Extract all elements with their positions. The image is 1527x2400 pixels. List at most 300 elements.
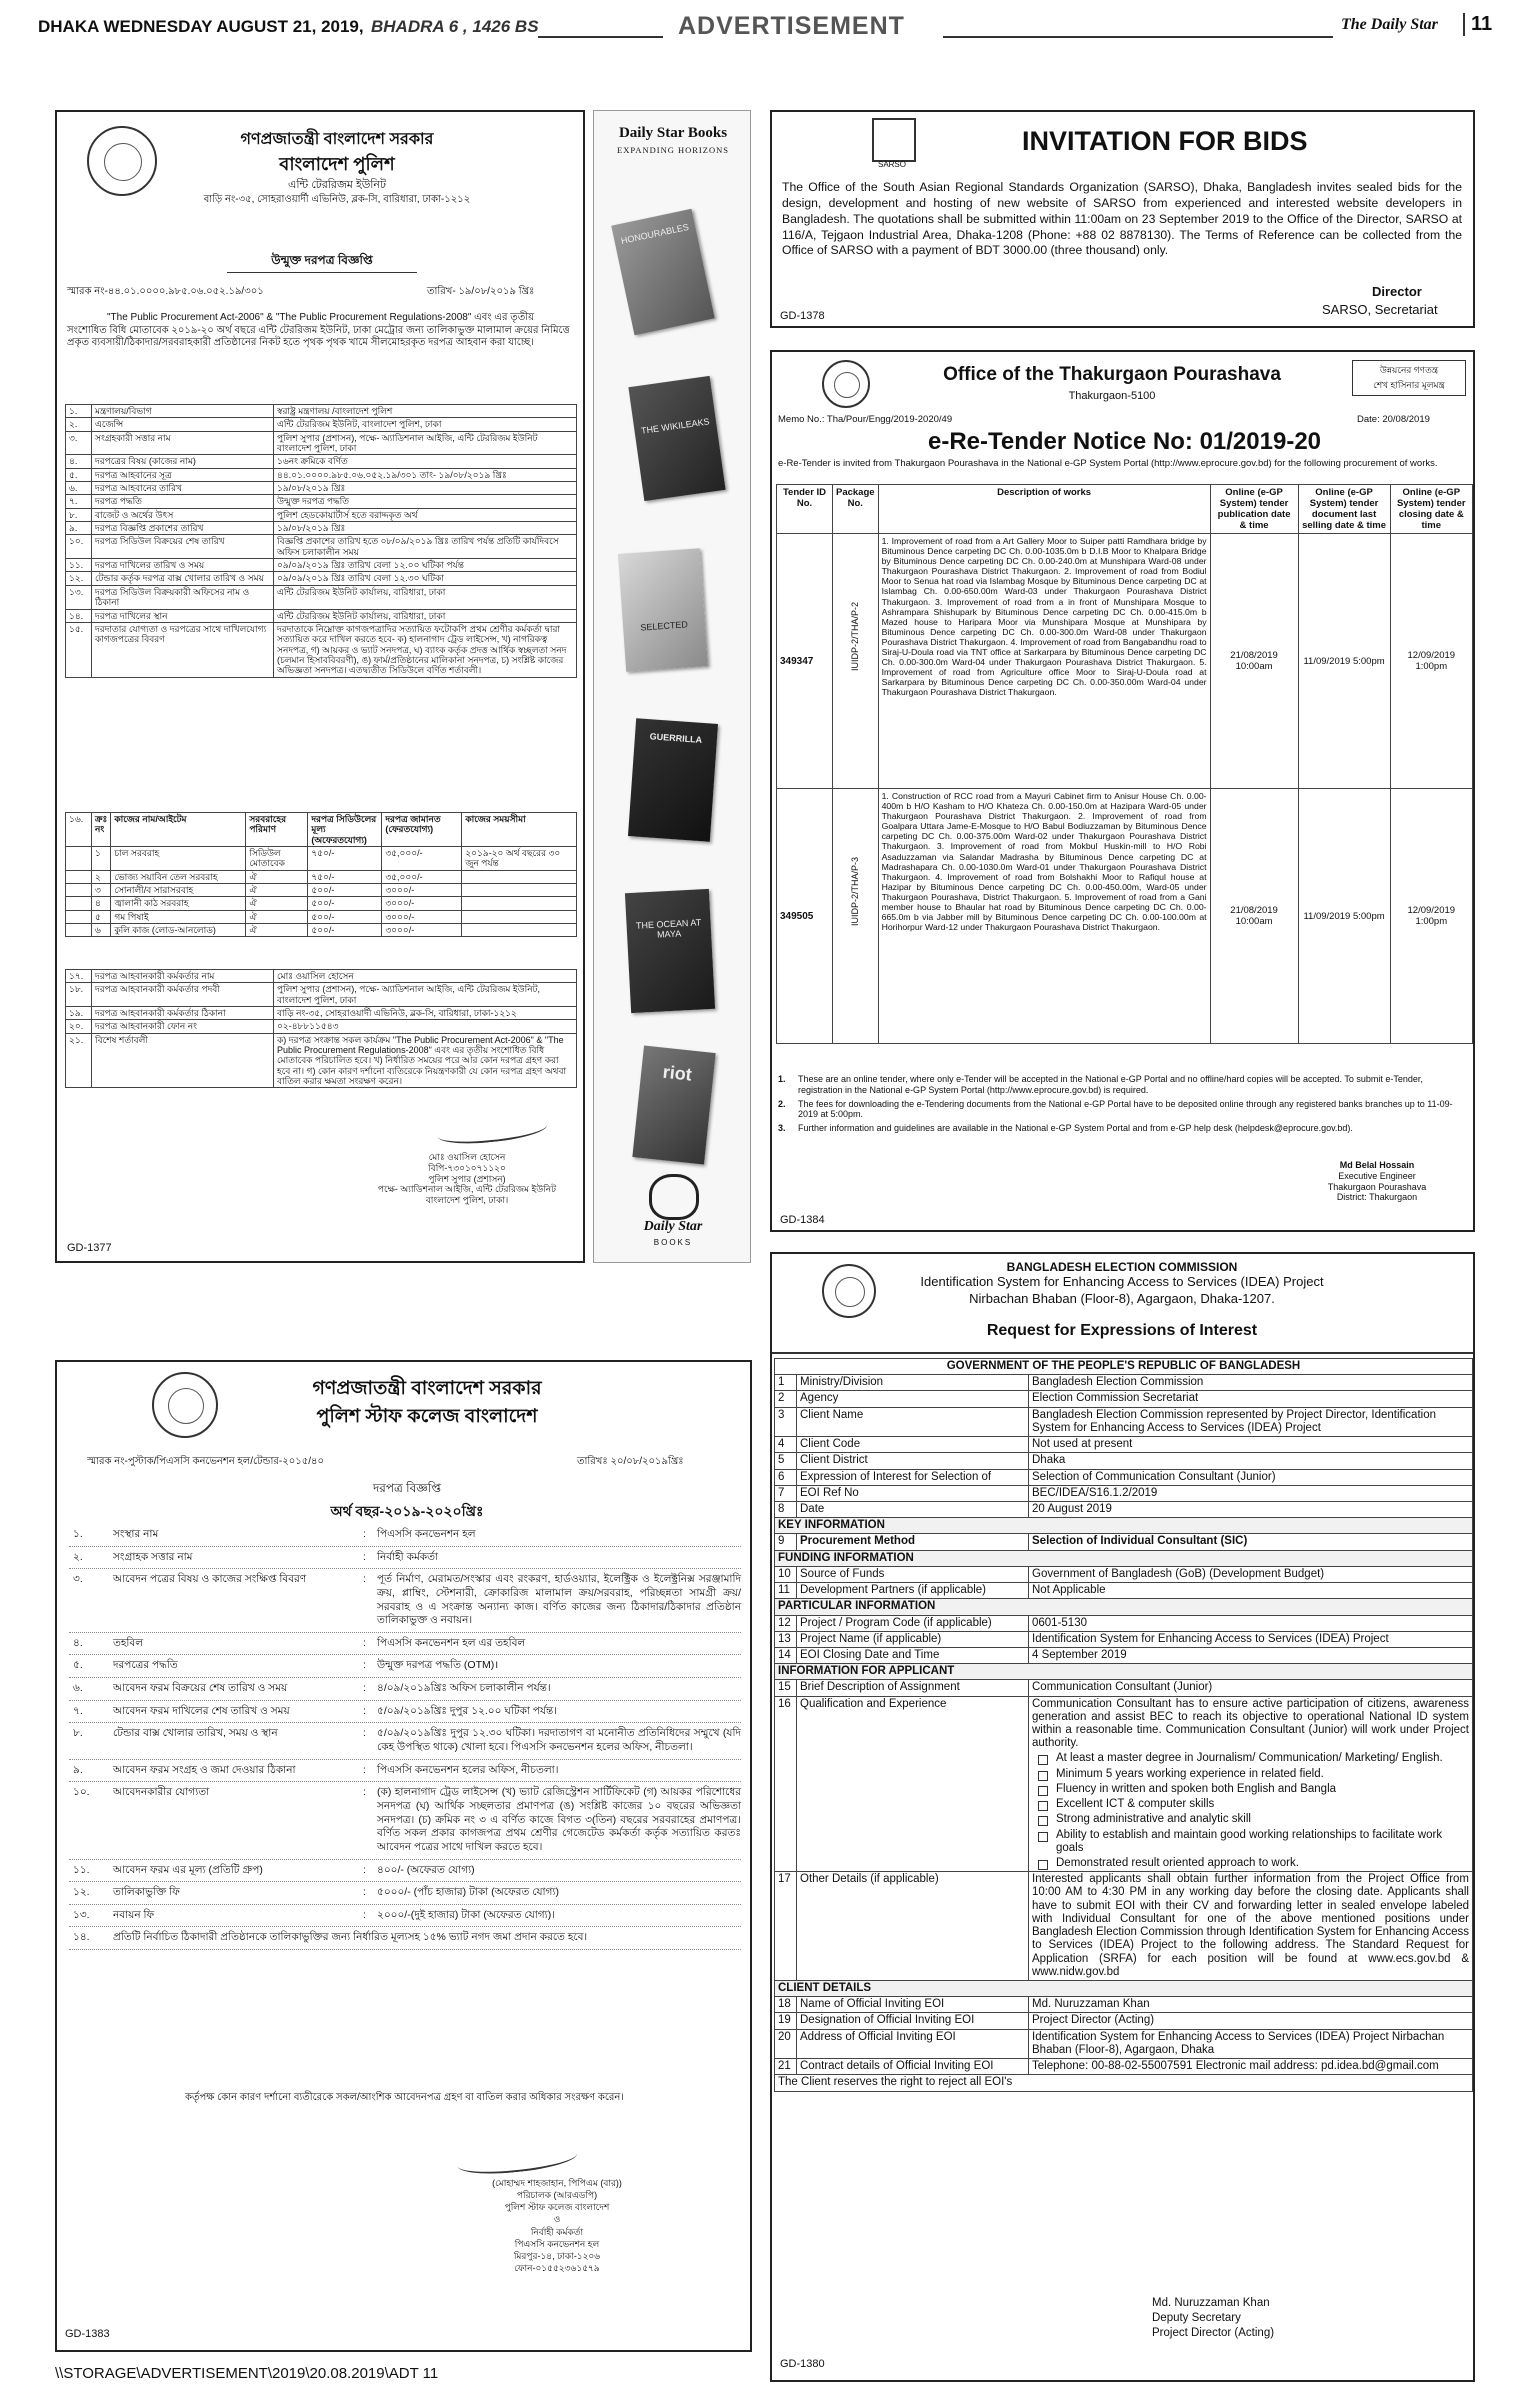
eoi-number: 13 (775, 1631, 797, 1647)
row-value: ০৯/০৯/২০১৯ খ্রিঃ তারিখ বেলা ১২.০০ ঘটিকা পর্যন্ত (274, 559, 577, 572)
staff-row-value: (ক) হালনাগাদ ট্রেড লাইসেন্স (খ) ভ্যাট রেজিস্ট্রেশন সার্টিফিকেট (গ) আয়কর পরিশোধের সনদপত্র (ঘ) আর্থিক সচ্ছলতার প্রমাণপত্র (ঙ) সংশ্লিষ্ট কাজের ১০ বছরের অভিজ্ঞতা সনদপত্র। (চ) ক্রমিক নং ৩ এ বর্ণিত কাজে বিগত ৩(তিন) বছরের সরবরাহের প্রমাণপত্র। বর্ণিত সকল প্রকার কাগজপত্র প্রথম শ্রেণীর গেজেটেড কর্মকর্তা কর্তৃক সত্যায়িত করতঃ আবেদন পত্রের সাথে দাখিল করতে হবে। (377, 1786, 741, 1853)
item-n: ৩ (92, 884, 111, 897)
item-qty: ঐ (246, 897, 308, 910)
police-row (66, 405, 577, 418)
staff-sign-t7: ফোন-০১৫৫২৩৬১৫৭৯ (514, 2262, 600, 2273)
item-name: ভোজ্য সয়াবিন তেল সরবরাহ (111, 870, 246, 883)
note-number: 3. (778, 1123, 786, 1134)
eoi-row (775, 2059, 1473, 2075)
police-row (66, 609, 577, 622)
item-spacer (66, 897, 92, 910)
staff-row-label: নবায়ন ফি (113, 1908, 155, 1921)
item-time (462, 910, 577, 923)
row-label: দরপত্র দাখিলের স্থান (92, 609, 274, 622)
masthead (38, 8, 1493, 44)
items-header-cell: কাজের নাম/আইটেম (111, 813, 246, 847)
staff-footer: কর্তৃপক্ষ কোন কারণ দর্শানো ব্যতীরেকে সকল/আংশিক আবেদনপত্র গ্রহণ বা বাতিল করার অধিকার সংরক্ষণ করেন। (185, 2092, 624, 2103)
police-row (66, 482, 577, 495)
staff-row-value: নির্বাহী কর্মকর্তা (377, 1550, 439, 1563)
staff-row-number: ১৪. (73, 1931, 90, 1944)
section-row (775, 1980, 1473, 1996)
staff-row-label: আবেদন ফরম দাখিলের শেষ তারিখ ও সময় (113, 1704, 290, 1717)
police-emblem-icon (87, 126, 157, 196)
eoi-row (775, 1997, 1473, 2013)
eoi-row (775, 1534, 1473, 1550)
publication-date: 21/08/2019 10:00am (1210, 789, 1298, 1044)
eoi-row (775, 1391, 1473, 1407)
section-row (775, 1664, 1473, 1680)
thakurgaon-title: e-Re-Tender Notice No: 01/2019-20 (927, 428, 1322, 455)
section-row (775, 1518, 1473, 1534)
eoi-value (1029, 1696, 1473, 1872)
staff-row-number: ৩. (73, 1573, 83, 1586)
eoi-value: Dhaka (1029, 1453, 1473, 1469)
item-time (462, 897, 577, 910)
police-ad-code: GD-1377 (67, 1242, 112, 1254)
row-label: বাজেট ও অর্থের উৎস (92, 508, 274, 521)
eoi-value: BEC/IDEA/S16.1.2/2019 (1029, 1485, 1473, 1501)
row-number: ২১. (66, 1033, 92, 1088)
item-qty: ঐ (246, 910, 308, 923)
eoi-row (775, 1469, 1473, 1485)
section-row (775, 1599, 1473, 1615)
eoi-value: Telephone: 00-88-02-55007591 Electronic mail address: pd.idea.bd@gmail.com (1029, 2059, 1473, 2075)
police-date: তারিখ- ১৯/০৮/২০১৯ খ্রিঃ (427, 286, 535, 297)
staff-row (69, 1569, 741, 1633)
row-label: দরপত্র বিজ্ঞপ্তি প্রকাশের তারিখ (92, 522, 274, 535)
eoi-row (775, 1631, 1473, 1647)
eoi-row (775, 1680, 1473, 1696)
row-label: দরপত্র আহবানের সূত্র (92, 468, 274, 481)
staff-row-colon: : (363, 1886, 366, 1899)
eoi-row (775, 1407, 1473, 1436)
row-number: ৩. (66, 431, 92, 455)
bullet-text: Minimum 5 years working experience in related field. (1056, 1767, 1324, 1780)
eoi-row (775, 2029, 1473, 2058)
items-no: ১৬. (66, 813, 92, 847)
bullet-icon (1038, 1771, 1048, 1781)
row-value: স্বরাষ্ট্র মন্ত্রণালয় /বাংলাদেশ পুলিশ (274, 405, 577, 418)
eoi-label: EOI Closing Date and Time (797, 1647, 1029, 1663)
eoi-number: 6 (775, 1469, 797, 1485)
police-sign-bp: বিপি-৭৩০১০৭১১২০ (428, 1162, 506, 1173)
item-fee: ৫০০/- (308, 924, 382, 937)
row-number: ৭. (66, 495, 92, 508)
row-label: দরপত্র সিডিউল বিক্রয়কারী অফিসের নাম ও ঠিকানা (92, 585, 274, 609)
item-row (66, 870, 577, 883)
section-title: PARTICULAR INFORMATION (775, 1599, 1473, 1615)
book-cover-2: THE WIKILEAKS (628, 376, 725, 501)
staff-sign-t6: মিরপুর-১৪, ঢাকা-১২০৬ (513, 2250, 601, 2261)
eoi-value: Md. Nuruzzaman Khan (1029, 1997, 1473, 2013)
eoi-label: EOI Ref No (797, 1485, 1029, 1501)
thakurgaon-sign-t1: Executive Engineer (1338, 1170, 1416, 1181)
eoi-row (775, 1696, 1473, 1872)
note-text: These are an online tender, where only e-Tender will be accepted in the National e-GP Portal and no offline/hard copies will be accepted. To submit e-Tender, registration in the National e-GP System Portal (http://www.eprocure.gov.bd) is required. (798, 1074, 1423, 1095)
idea-project: Identification System for Enhancing Access to Services (IDEA) Project (920, 1274, 1324, 1289)
staff-memo: স্মারক নং-পুস্টাক/পিএসসি কনভেনশন হল/টেন্ডার-২০১৫/৪০ (87, 1456, 325, 1467)
eoi-label: Name of Official Inviting EOI (797, 1997, 1029, 2013)
tender-note (778, 1074, 1468, 1096)
police-unit: এন্টি টেররিজম ইউনিট (288, 179, 386, 191)
police-notice-title: উন্মুক্ত দরপত্র বিজ্ঞপ্তি (227, 252, 417, 273)
thakurgaon-slogan-badge (1352, 360, 1466, 396)
eoi-value: Not Applicable (1029, 1583, 1473, 1599)
page-number: 11 (1463, 13, 1492, 36)
row-value: এন্টি টেররিজম ইউনিট, বাংলাদেশ পুলিশ, ঢাকা (274, 418, 577, 431)
tender-header-cell: Tender ID No. (777, 485, 833, 534)
staff-row (69, 1678, 741, 1701)
item-spacer (66, 884, 92, 897)
staff-row-label: প্রতিটি নির্বাচিত ঠিকাদারী প্রতিষ্ঠানকে তালিকাভুক্তির জন্য নির্ধারিত মূল্যসহ ১৫% ভ্যাট নগদ জমা প্রদান করতে হবে। (113, 1931, 588, 1944)
item-qty: ঐ (246, 884, 308, 897)
note-text: Further information and guidelines are available in the National e-GP System Portal and from e-GP help desk (helpdesk@eprocure.gov.bd). (798, 1123, 1353, 1134)
police-info-table (65, 404, 577, 678)
item-row (66, 847, 577, 871)
row-value: দরদাতাকে নিম্নোক্ত কাগজপত্রাদির সত্যায়িত ফটোকপি প্রথম শ্রেণীর কর্মকর্তা দ্বারা সত্যায়িত করে দাখিল করতে হবে- ক) হালনাগাদ ট্রেড লাইসেন্স, খ) নাগরিকত্ব সনদপত্র, গ) আয়কর ও ভ্যাট সনদপত্র, ঘ) ব্যাংক কর্তৃক প্রদত্ত আর্থিক স্বচ্ছলতা সনদ (চলমান হিসাববিবরণী), ঙ) ফার্ম/প্রতিষ্ঠানের মালিকানা সনদপত্র, চ) সংশ্লিষ্ট কাজের অভিজ্ঞতা সনদপত্র। এতদ্ব্যতীত সিডিউলে বর্ণিত শর্তাবলী। (274, 622, 577, 677)
eoi-number: 1 (775, 1375, 797, 1391)
eoi-label: Client Name (797, 1407, 1029, 1436)
staff-row-label: সংগ্রাহক সত্তার নাম (113, 1550, 193, 1563)
idea-sign-t2: Project Director (Acting) (1152, 2326, 1275, 2339)
eoi-value: 20 August 2019 (1029, 1501, 1473, 1517)
staff-row (69, 1655, 741, 1678)
item-name: সোনালী/ব সারাসরবাহ (111, 884, 246, 897)
bullet-text: Ability to establish and maintain good working relationships to facilitate work goals (1056, 1828, 1443, 1854)
staff-row-label: তালিকাভুক্তি ফি (113, 1886, 180, 1899)
row-label: টেন্ডার কর্তৃক দরপত্র বাক্স খোলার তারিখ ও সময় (92, 572, 274, 585)
item-row (66, 897, 577, 910)
items-header-cell: দরপত্র জামানত (ফেরতযোগ্য) (382, 813, 462, 847)
staff-row-value: পিএসসি কনভেনশন হল এর তহবিল (377, 1636, 526, 1649)
eoi-number: 20 (775, 2029, 797, 2058)
item-fee: ৭৫০/- (308, 870, 382, 883)
closing-date: 12/09/2019 1:00pm (1390, 789, 1472, 1044)
eoi-label: Project / Program Code (if applicable) (797, 1615, 1029, 1631)
bec-emblem-icon (822, 1264, 876, 1318)
eoi-label: Brief Description of Assignment (797, 1680, 1029, 1696)
tender-row (777, 789, 1473, 1044)
thakurgaon-memo: Memo No.: Tha/Pour/Engg/2019-2020/49 (778, 414, 953, 425)
staff-row-label: আবেদন ফরম এর মূল্য (প্রতিটি গ্রুপ) (113, 1863, 263, 1876)
bullet-icon (1038, 1786, 1048, 1796)
eoi-value: Selection of Individual Consultant (SIC) (1029, 1534, 1473, 1550)
thakurgaon-date: Date: 20/08/2019 (1357, 414, 1430, 425)
row-number: ২. (66, 418, 92, 431)
idea-sign-t1: Deputy Secretary (1152, 2311, 1241, 2324)
eoi-label: Designation of Official Inviting EOI (797, 2013, 1029, 2029)
section-title: ADVERTISEMENT (678, 12, 905, 40)
eoi-label: Client Code (797, 1437, 1029, 1453)
row-label: মন্ত্রণালয়/বিভাগ (92, 405, 274, 418)
item-spacer (66, 910, 92, 923)
staff-row-colon: : (363, 1727, 366, 1740)
police-sign-for: পক্ষে- অ্যাডিশনাল আইজি, এন্টি টেররিজম ইউনিট (377, 1184, 557, 1195)
staff-title: দরপত্র বিজ্ঞপ্তি (372, 1481, 442, 1495)
police-memo: স্মারক নং-৪৪.০১.০০০০.৯৮৫.০৬.০৫২.১৯/৩০১ (67, 286, 264, 297)
section-title: FUNDING INFORMATION (775, 1550, 1473, 1566)
row-value: এন্টি টেররিজম ইউনিট কার্যালয়, বারিধারা, ঢাকা (274, 609, 577, 622)
police-row (66, 585, 577, 609)
idea-sign (1152, 2296, 1352, 2341)
thakurgaon-intro: e-Re-Tender is invited from Thakurgaon Pourashava in the National e-GP System Portal (http://www.eprocure.gov.bd) for the following procurement of works. (778, 458, 1438, 469)
item-spacer (66, 847, 92, 871)
staff-college-emblem-icon (152, 1372, 218, 1438)
row-value: পুলিশ সুপার (প্রশাসন), পক্ষে- অ্যাডিশনাল আইজি, এন্টি টেররিজম ইউনিট বাংলাদেশ পুলিশ, ঢাকা (274, 431, 577, 455)
police-row (66, 572, 577, 585)
item-row (66, 924, 577, 937)
qualification-bullet (1032, 1813, 1469, 1826)
eoi-value: 0601-5130 (1029, 1615, 1473, 1631)
section-title: INFORMATION FOR APPLICANT (775, 1664, 1473, 1680)
thakurgaon-sign-t3: District: Thakurgaon (1336, 1192, 1418, 1203)
staff-row-value: ৫/০৯/২০১৯খ্রিঃ দুপুর ১২.০০ ঘটিকা পর্যন্ত। (377, 1704, 558, 1717)
row-number: ৬. (66, 482, 92, 495)
eoi-label: Date (797, 1501, 1029, 1517)
police-header1: গণপ্রজাতন্ত্রী বাংলাদেশ সরকার (240, 131, 434, 148)
item-name: কুলি কাজ (লোড-আনলোড) (111, 924, 246, 937)
police-row (66, 455, 577, 468)
eoi-label: Other Details (if applicable) (797, 1872, 1029, 1981)
row-label: দরপত্র দাখিলের তারিখ ও সময় (92, 559, 274, 572)
staff-row (69, 1524, 741, 1547)
staff-row (69, 1782, 741, 1859)
gov-title: GOVERNMENT OF THE PEOPLE'S REPUBLIC OF BANGLADESH (775, 1359, 1473, 1375)
staff-row-number: ৯. (73, 1763, 83, 1776)
qualification-bullet (1032, 1768, 1469, 1781)
item-n: ৪ (92, 897, 111, 910)
staff-row-number: ১৩. (73, 1908, 90, 1921)
bullet-icon (1038, 1816, 1048, 1826)
bullet-text: Demonstrated result oriented approach to work. (1056, 1857, 1299, 1869)
item-dep: ৩০০০/- (382, 897, 462, 910)
eoi-value: Identification System for Enhancing Access to Services (IDEA) Project (1029, 1631, 1473, 1647)
row-value: পুলিশ হেডকোয়ার্টার্স হতে বরাদ্দকৃত অর্থ (274, 508, 577, 521)
eoi-number: 9 (775, 1534, 797, 1550)
book-cover-1: HONOURABLES (611, 209, 714, 336)
staff-sign-t4: নির্বাহী কর্মকর্তা (530, 2226, 584, 2237)
eoi-value: Election Commission Secretariat (1029, 1391, 1473, 1407)
police-row (66, 495, 577, 508)
items-header-cell: দরপত্র সিডিউলের মূল্য (অফেরতযোগ্য) (308, 813, 382, 847)
package-no-text: IUIDP-2/THA/P-2 (850, 601, 861, 671)
row-value: ০২-৪৮৮১১৫৪৩ (274, 1020, 577, 1033)
book-cover-6: riot (632, 1046, 715, 1165)
eoi-number: 7 (775, 1485, 797, 1501)
item-dep: ৩০০০/- (382, 924, 462, 937)
eoi-row (775, 1437, 1473, 1453)
tender-note (778, 1123, 1468, 1134)
eoi-label: Agency (797, 1391, 1029, 1407)
item-fee: ৫০০/- (308, 884, 382, 897)
item-name: জ্বালানী কাঠ সরবরাহ (111, 897, 246, 910)
staff-row (69, 1882, 741, 1905)
item-dep: ৩০০০/- (382, 910, 462, 923)
staff-row-label: দরপত্রের পদ্ধতি (113, 1659, 178, 1672)
tender-row (777, 534, 1473, 789)
staff-row (69, 1905, 741, 1928)
police-row (66, 1020, 577, 1033)
date-line: DHAKA WEDNESDAY AUGUST 21, 2019, (38, 17, 364, 36)
staff-row-colon: : (363, 1550, 366, 1563)
thakurgaon-sign (1292, 1160, 1462, 1203)
eoi-value: 4 September 2019 (1029, 1647, 1473, 1663)
bengali-date: BHADRA 6 , 1426 BS (371, 17, 539, 36)
eoi-row (775, 1583, 1473, 1599)
row-label: দরপত্র আহবানকারী কর্মকর্তার ঠিকানা (92, 1007, 274, 1020)
closing-date: 12/09/2019 1:00pm (1390, 534, 1472, 789)
note-number: 2. (778, 1098, 786, 1109)
staff-row-number: ৬. (73, 1682, 83, 1695)
eoi-row (775, 1615, 1473, 1631)
police-row (66, 1007, 577, 1020)
items-header-cell: কাজের সময়সীমা (462, 813, 577, 847)
badge-line1: উন্নয়নের গণতন্ত্র (1379, 365, 1439, 375)
staff-row-number: ১১. (73, 1863, 90, 1876)
pourashava-emblem-icon (822, 360, 870, 408)
row-label: দরপত্র পদ্ধতি (92, 495, 274, 508)
police-row (66, 1033, 577, 1088)
eoi-value: Selection of Communication Consultant (Junior) (1029, 1469, 1473, 1485)
item-n: ২ (92, 870, 111, 883)
section-title: KEY INFORMATION (775, 1518, 1473, 1534)
staff-row-number: ১২. (73, 1886, 90, 1899)
package-no (833, 534, 879, 789)
item-name: গম পিষাই (111, 910, 246, 923)
eoi-row (775, 1647, 1473, 1663)
staff-row (69, 1633, 741, 1656)
eoi-number: 8 (775, 1501, 797, 1517)
staff-row-label: তহবিল (113, 1636, 144, 1649)
section-row (775, 1550, 1473, 1566)
row-number: ১১. (66, 559, 92, 572)
masthead-rule-left (538, 36, 663, 38)
items-header-cell: সরবরাহের পরিমাণ (246, 813, 308, 847)
item-row (66, 910, 577, 923)
staff-list (69, 1524, 741, 1950)
item-spacer (66, 924, 92, 937)
staff-row-colon: : (363, 1528, 366, 1540)
staff-row-label: আবেদন পত্রের বিষয় ও কাজের সংক্ষিপ্ত বিবরণ (113, 1573, 307, 1586)
row-number: ১৫. (66, 622, 92, 677)
staff-row-colon: : (363, 1908, 366, 1921)
row-value: মোঃ ওয়াসিল হোসেন (274, 970, 577, 983)
row-value: ০৯/০৯/২০১৯ খ্রিঃ তারিখ বেলা ১২.৩০ ঘটিকা (274, 572, 577, 585)
eoi-label: Qualification and Experience (797, 1696, 1029, 1872)
item-name: চাল সরবরাহ (111, 847, 246, 871)
sarso-sign1: Director (1372, 284, 1422, 299)
staff-row-value: পিএসসি কনভেনশন হল (377, 1528, 476, 1540)
staff-row-colon: : (363, 1682, 366, 1695)
staff-row-label: আবেদন ফরম বিক্রয়ের শেষ তারিখ ও সময় (113, 1682, 288, 1695)
item-time (462, 924, 577, 937)
idea-sign-name: Md. Nuruzzaman Khan (1152, 2297, 1270, 2309)
row-number: ১৯. (66, 1007, 92, 1020)
staff-row-label: আবেদন ফরম সংগ্রহ ও জমা দেওয়ার ঠিকানা (113, 1763, 296, 1776)
row-label: বিশেষ শর্তাবলী (92, 1033, 274, 1088)
row-number: ৫. (66, 468, 92, 481)
staff-row (69, 1760, 741, 1783)
staff-row-colon: : (363, 1763, 366, 1776)
staff-date: তারিখঃ ২০/০৮/২০১৯খ্রিঃ (577, 1456, 684, 1467)
item-n: ৬ (92, 924, 111, 937)
bullet-icon (1038, 1860, 1048, 1870)
idea-eoi-ad (770, 1252, 1475, 2382)
row-number: ৪. (66, 455, 92, 468)
row-value: বাড়ি নং-৩৫, সোহরাওয়ার্দী এভিনিউ, ব্লক-সি, বারিধারা, ঢাকা-১২১২ (274, 1007, 577, 1020)
row-value: ৪৪.০১.০০০০.৯৮৫.০৬.০৫২.১৯/৩০১ তাং- ১৯/০৮/২০১৯ খ্রিঃ (274, 468, 577, 481)
publication-date: 21/08/2019 10:00am (1210, 534, 1298, 789)
tender-table (776, 484, 1473, 1044)
staff-subtitle: অর্থ বছর-২০১৯-২০২০খ্রিঃ (330, 1503, 484, 1519)
police-tender-ad (55, 110, 585, 1263)
tender-header-cell: Online (e-GP System) tender closing date & time (1390, 485, 1472, 534)
books-brand: Daily Star Books (618, 125, 728, 141)
staff-sign-t5: পিএসসি কনভেনশন হল (514, 2238, 600, 2249)
eoi-label: Expression of Interest for Selection of (797, 1469, 1029, 1485)
staff-row-value: ৪০০/- (অফেরত যোগ্য) (377, 1863, 475, 1876)
staff-row-label: টেন্ডার বাক্স খোলার তারিখ, সময় ও স্থান (113, 1727, 278, 1740)
eoi-row (775, 2013, 1473, 2029)
eoi-row (775, 1566, 1473, 1582)
staff-row-colon: : (363, 1863, 366, 1876)
masthead-rule-right (943, 36, 1333, 38)
row-number: ১৩. (66, 585, 92, 609)
sarso-code: GD-1378 (780, 310, 825, 322)
eoi-number: 19 (775, 2013, 797, 2029)
qualification-bullet (1032, 1783, 1469, 1796)
item-qty: ঐ (246, 924, 308, 937)
staff-sign-t3: ও (553, 2214, 561, 2225)
tender-header-cell: Online (e-GP System) tender document last selling date & time (1298, 485, 1390, 534)
police-row (66, 622, 577, 677)
police-sign-name: মোঃ ওয়াসিল হোসেন (428, 1152, 506, 1162)
staff-signature (456, 2136, 578, 2178)
items-header-cell: ক্রঃ নং (92, 813, 111, 847)
badge-line2: শেখ হাসিনার মূলমন্ত্র (1373, 380, 1445, 390)
eoi-row (775, 1375, 1473, 1391)
eoi-row (775, 1453, 1473, 1469)
book-cover-3: SELECTED (618, 548, 708, 671)
package-no (833, 789, 879, 1044)
tender-header-cell: Description of works (878, 485, 1210, 534)
row-value: ১৬নং ক্রমিকে বর্ণিত (274, 455, 577, 468)
tender-id: 349347 (777, 534, 833, 789)
staff-row (69, 1701, 741, 1724)
row-value: পুলিশ সুপার (প্রশাসন), পক্ষে- অ্যাডিশনাল আইজি, এন্টি টেররিজম ইউনিট, বাংলাদেশ পুলিশ, ঢাকা (274, 983, 577, 1007)
item-fee: ৭৫০/- (308, 847, 382, 871)
staff-row-colon: : (363, 1659, 366, 1672)
staff-row-colon: : (363, 1573, 366, 1586)
eoi-number: 5 (775, 1453, 797, 1469)
qualification-bullet (1032, 1752, 1469, 1765)
eoi-label: Client District (797, 1453, 1029, 1469)
eoi-number: 18 (775, 1997, 797, 2013)
bullet-text: At least a master degree in Journalism/ Communication/ Marketing/ English. (1056, 1752, 1443, 1765)
thakurgaon-code: GD-1384 (780, 1214, 825, 1226)
police-row (66, 508, 577, 521)
tender-id: 349505 (777, 789, 833, 1044)
eoi-number: 12 (775, 1615, 797, 1631)
thakurgaon-tender-ad (770, 350, 1475, 1232)
row-number: ৮. (66, 508, 92, 521)
staff-row-colon: : (363, 1786, 366, 1799)
staff-row-value: ৪/০৯/২০১৯খ্রিঃ অফিস চলাকালীন পর্যন্ত। (377, 1682, 551, 1695)
eoi-value: Bangladesh Election Commission represented by Project Director, Identification System for Enhancing Access to Services (IDEA) Project (1029, 1407, 1473, 1436)
police-row (66, 983, 577, 1007)
police-intro: "The Public Procurement Act-2006" & "The Public Procurement Regulations-2008" এবং এর তৃতীয় সংশোধিত বিধি মোতাবেক ২০১৯-২০ অর্থ বছরে এন্টি টেররিজম ইউনিট, ঢাকা মেট্রোর জন্য তালিকাভুক্ত মালামাল ক্রয়ের নিমিত্তে প্রকৃত ব্যবসায়ী/ঠিকাদার/সরবরাহকারী প্রতিষ্ঠানের নিকট হতে পৃথক পৃথক খামে সীলমোহরকৃত দরপত্র আহবান করা যাচ্ছে। (67, 312, 570, 348)
items-header-row (66, 813, 577, 847)
